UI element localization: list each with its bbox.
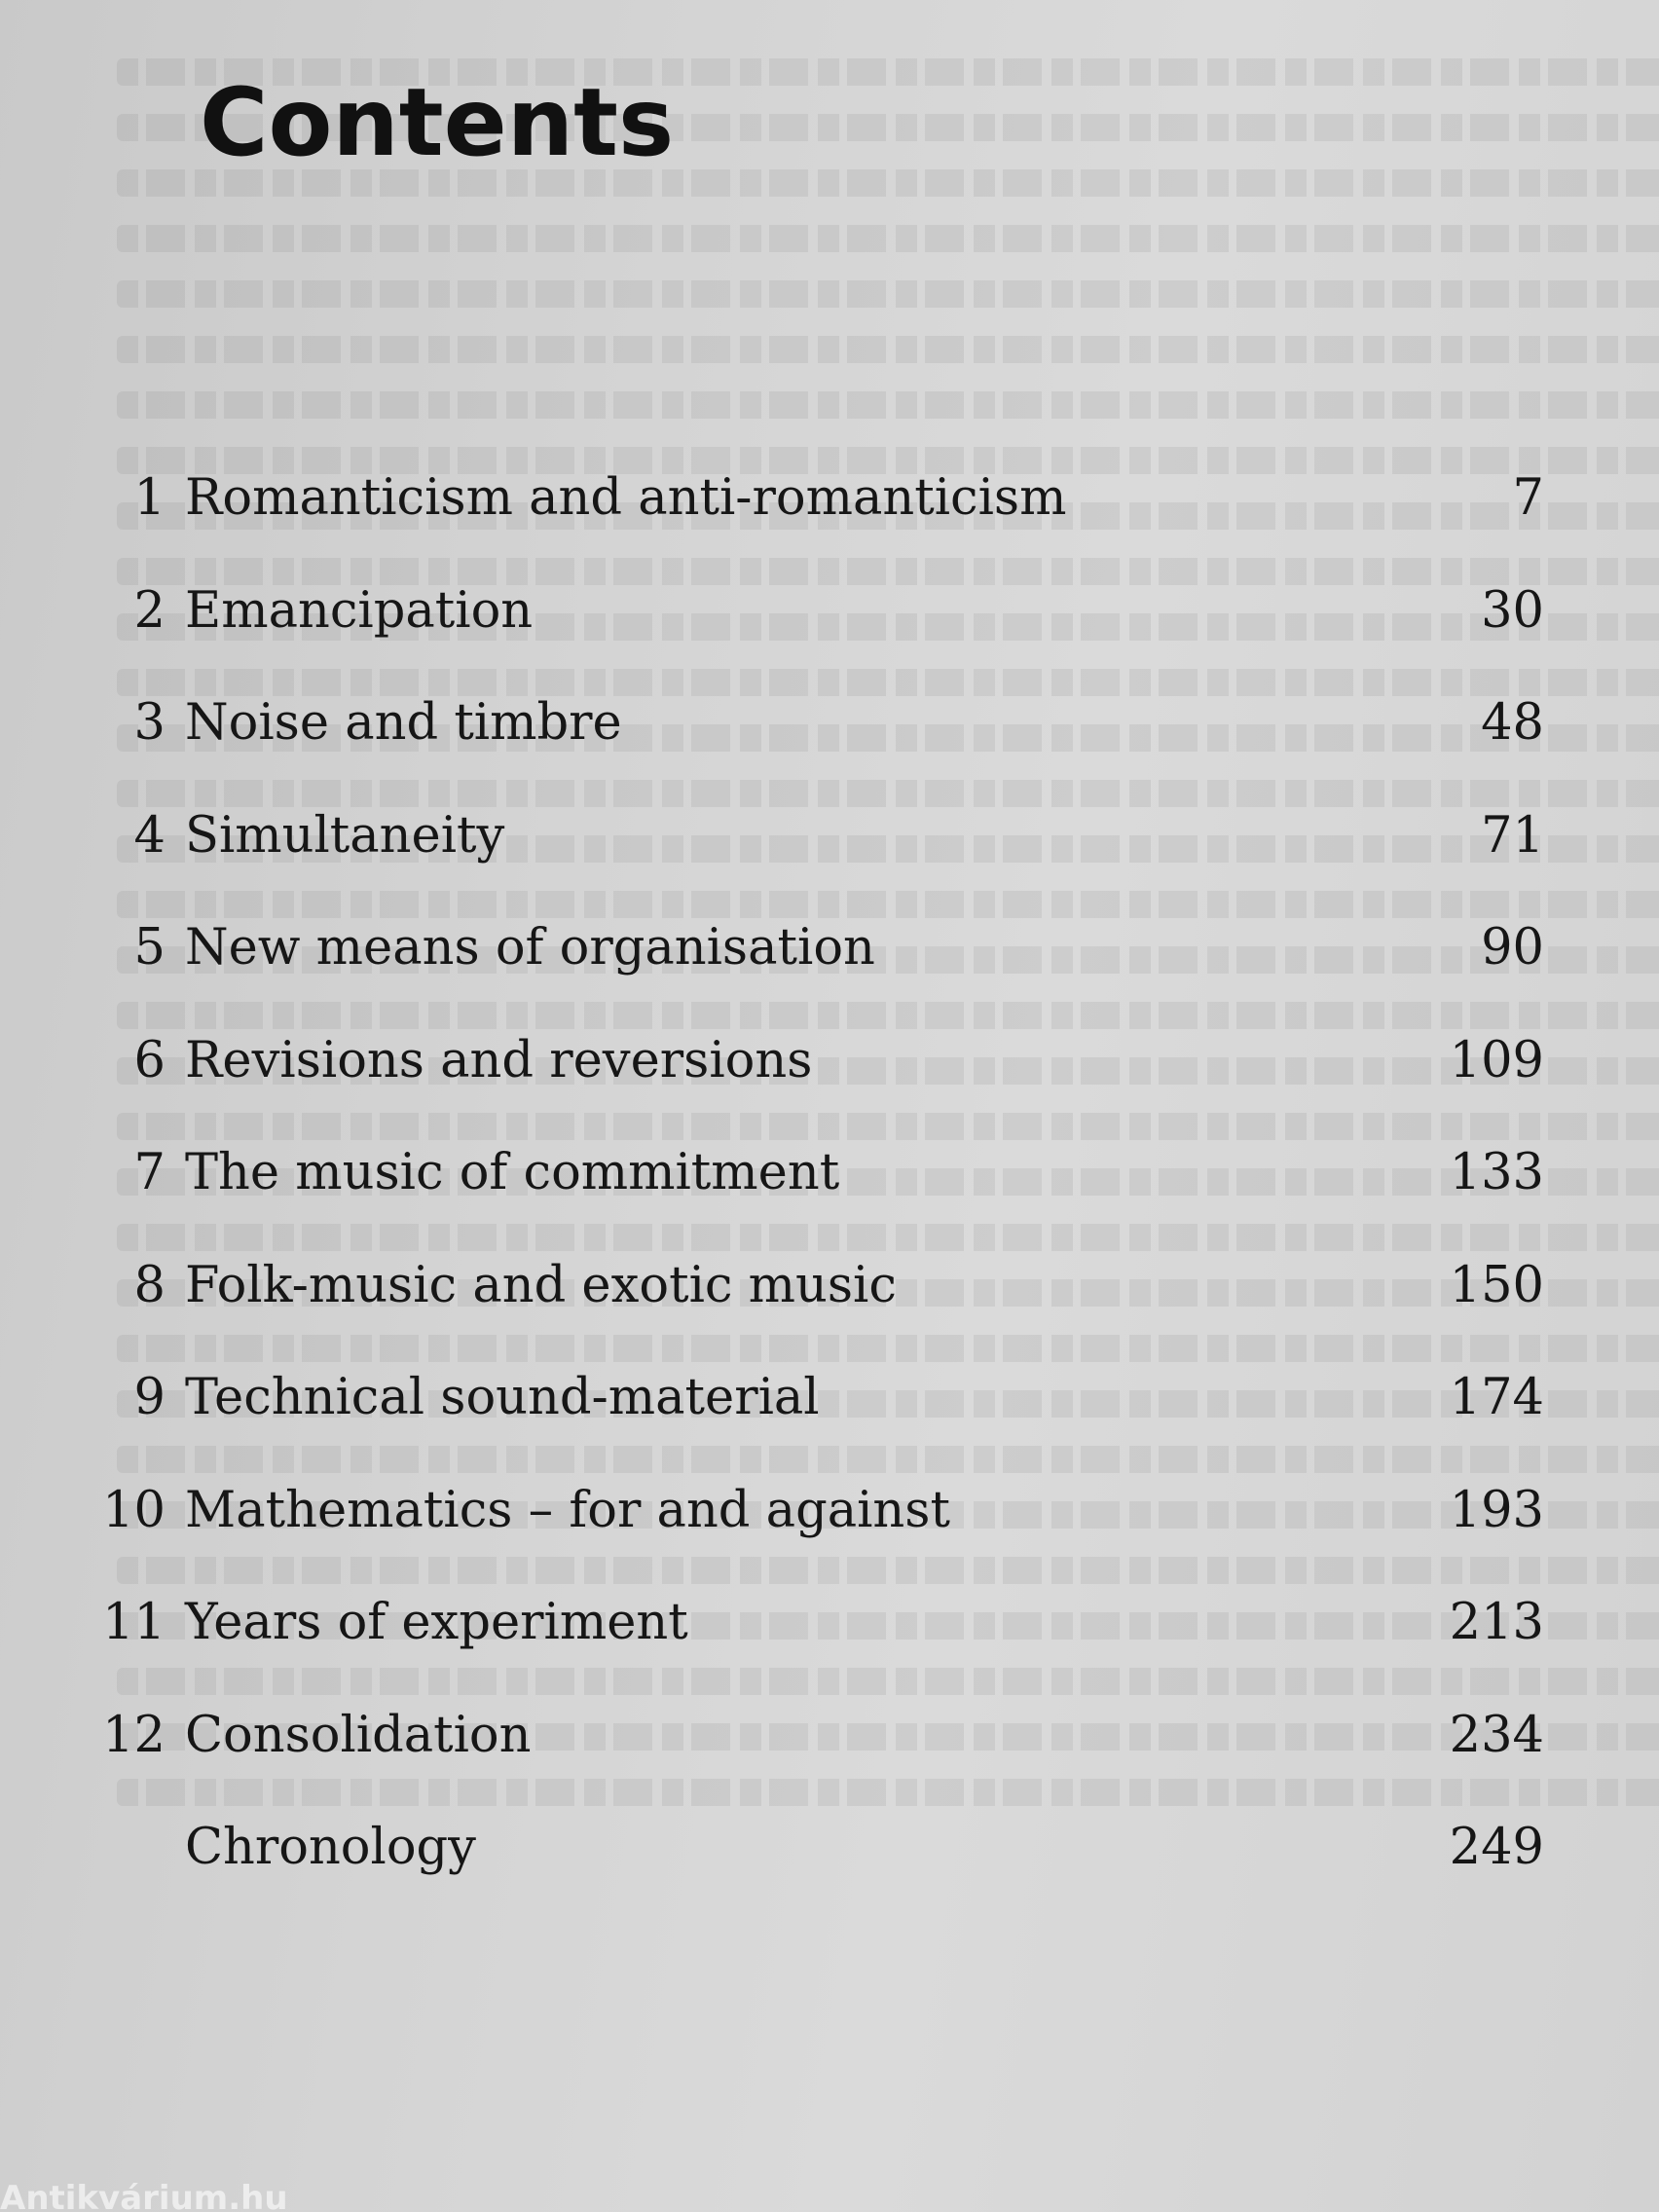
page-number: 213 <box>1449 1594 1544 1651</box>
chapter-title: Mathematics – for and against <box>185 1481 950 1539</box>
chapter-number: 9 <box>133 1369 166 1426</box>
page-number: 7 <box>1512 469 1544 527</box>
chapter-title: The music of commitment <box>185 1144 840 1201</box>
chapter-title: Years of experiment <box>185 1594 688 1651</box>
chapter-title: Romanticism and anti-romanticism <box>185 469 1067 527</box>
page-number: 71 <box>1481 806 1544 865</box>
chapter-number: 10 <box>102 1481 166 1539</box>
toc-entry <box>0 1707 1659 1820</box>
toc-entry <box>0 694 1659 807</box>
chapter-number: 5 <box>133 919 166 977</box>
chapter-title: Chronology <box>185 1819 476 1876</box>
toc-entry <box>0 807 1659 920</box>
chapter-number: 7 <box>133 1144 166 1201</box>
chapter-title: Technical sound-material <box>185 1369 820 1426</box>
page-number: 174 <box>1449 1369 1544 1426</box>
table-of-contents <box>0 469 1659 1932</box>
toc-entry <box>0 582 1659 695</box>
page-number: 150 <box>1449 1256 1544 1314</box>
chapter-title: Simultaneity <box>185 806 505 865</box>
page-number: 48 <box>1481 694 1544 752</box>
toc-entry <box>0 1144 1659 1257</box>
toc-entry <box>0 1482 1659 1595</box>
page-number: 109 <box>1449 1031 1544 1089</box>
page-number: 193 <box>1449 1481 1544 1539</box>
page-number: 234 <box>1449 1706 1544 1764</box>
page-number: 30 <box>1481 581 1544 640</box>
chapter-number: 2 <box>133 581 166 640</box>
watermark: Antikvárium.hu <box>0 2179 288 2212</box>
chapter-number: 12 <box>102 1706 166 1764</box>
chapter-title: Emancipation <box>185 581 534 640</box>
toc-entry <box>0 919 1659 1032</box>
chapter-title: New means of organisation <box>185 919 875 977</box>
toc-entry <box>0 1032 1659 1145</box>
chapter-number: 8 <box>133 1256 166 1314</box>
page-title: Contents <box>200 68 675 177</box>
chapter-number: 3 <box>133 694 166 752</box>
page-number: 90 <box>1481 919 1544 977</box>
toc-entry <box>0 1594 1659 1707</box>
chapter-title: Revisions and reversions <box>185 1031 813 1089</box>
toc-entry <box>0 1819 1659 1932</box>
chapter-number: 4 <box>133 806 166 865</box>
chapter-title: Folk-music and exotic music <box>185 1256 897 1314</box>
page-number: 133 <box>1449 1144 1544 1201</box>
chapter-title: Consolidation <box>185 1706 532 1764</box>
toc-entry <box>0 469 1659 582</box>
toc-entry <box>0 1369 1659 1482</box>
chapter-title: Noise and timbre <box>185 694 622 752</box>
toc-entry <box>0 1257 1659 1370</box>
chapter-number: 6 <box>133 1031 166 1089</box>
chapter-number: 1 <box>133 469 166 527</box>
chapter-number: 11 <box>102 1594 166 1651</box>
page-number: 249 <box>1449 1819 1544 1876</box>
